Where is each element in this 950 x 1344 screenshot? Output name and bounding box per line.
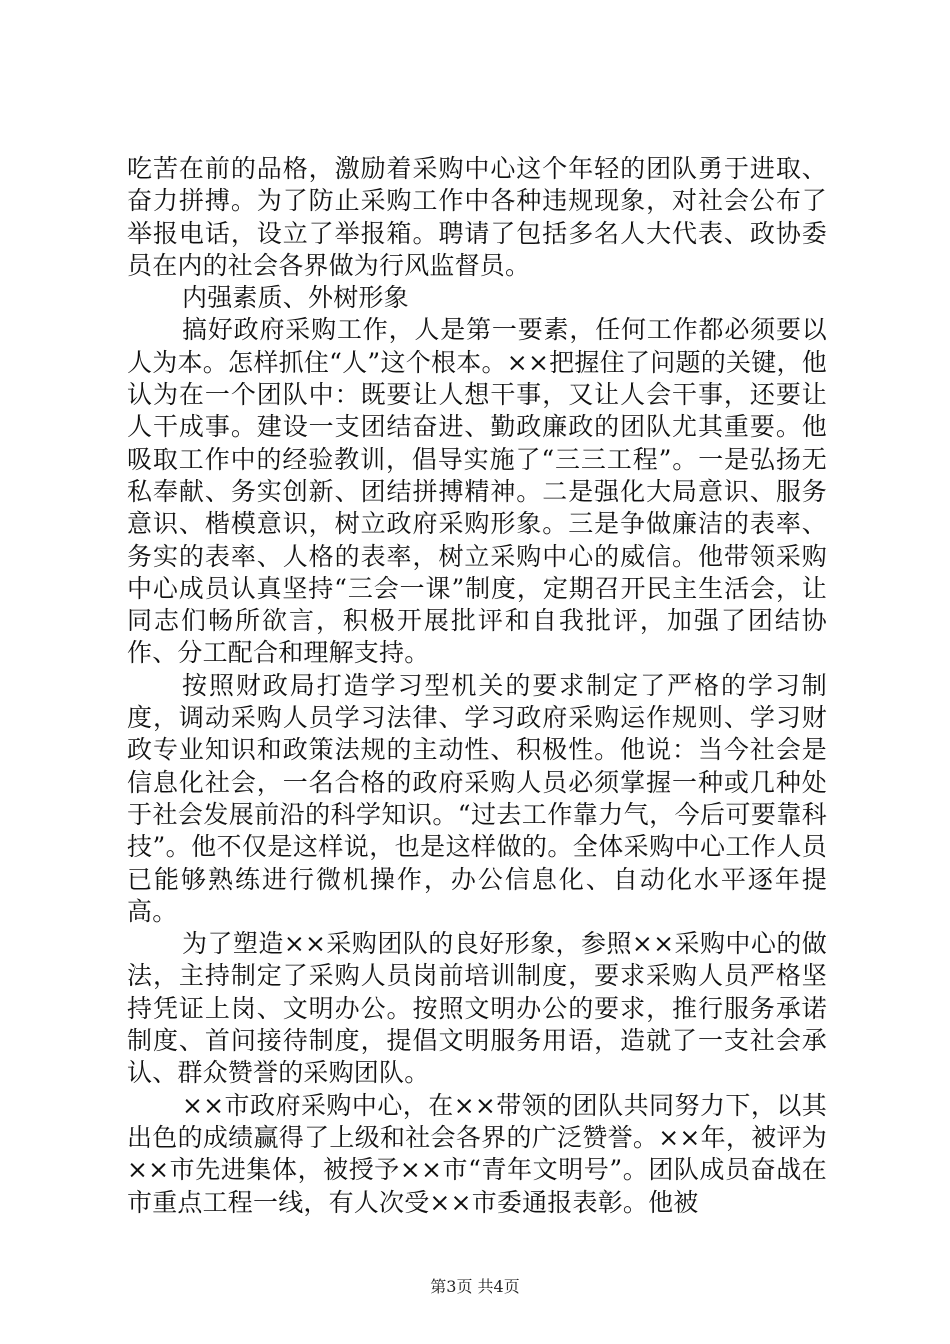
paragraph: 为了塑造××采购团队的良好形象，参照××采购中心的做法，主持制定了采购人员岗前培训制度，要求采购人员严格坚持凭证上岗、文明办公。按照文明办公的要求，推行服务承诺制度、首问接待制度，提倡文明服务用语，造就了一支社会承认、群众赞誉的采购团队。 (127, 929, 827, 1088)
document-body (127, 153, 827, 1219)
page-number-footer: 第3页 共4页 (430, 1277, 520, 1296)
paragraph: 吃苦在前的品格，激励着采购中心这个年轻的团队勇于进取、奋力拼搏。为了防止采购工作中各种违规现象，对社会公布了举报电话，设立了举报箱。聘请了包括多名人大代表、政协委员在内的社会各界做为行风监督员。 (127, 154, 827, 280)
paragraph: 搞好政府采购工作，人是第一要素，任何工作都必须要以人为本。怎样抓住“人”这个根本。××把握住了问题的关键，他认为在一个团队中：既要让人想干事，又让人会干事，还要让人干成事。建设一支团结奋进、勤政廉政的团队尤其重要。他吸取工作中的经验教训，倡导实施了“三三工程”。一是弘扬无私奉献、务实创新、团结拼搏精神。二是强化大局意识、服务意识、楷模意识，树立政府采购形象。三是争做廉洁的表率、务实的表率、人格的表率，树立采购中心的威信。他带领采购中心成员认真坚持“三会一课”制度，定期召开民主生活会，让同志们畅所欲言，积极开展批评和自我批评，加强了团结协作、分工配合和理解支持。 (127, 315, 827, 668)
paragraph: 按照财政局打造学习型机关的要求制定了严格的学习制度，调动采购人员学习法律、学习政府采购运作规则、学习财政专业知识和政策法规的主动性、积极性。他说：当今社会是信息化社会，一名合格的政府采购人员必须掌握一种或几种处于社会发展前沿的科学知识。“过去工作靠力气，今后可要靠科技”。他不仅是这样说，也是这样做的。全体采购中心工作人员已能够熟练进行微机操作，办公信息化、自动化水平逐年提高。 (127, 670, 827, 926)
paragraph: ××市政府采购中心，在××带领的团队共同努力下，以其出色的成绩赢得了上级和社会各界的广泛赞誉。××年，被评为××市先进集体，被授予××市“青年文明号”。团队成员奋战在市重点工程一线，有人次受××市委通报表彰。他被 (127, 1090, 827, 1217)
section-heading: 内强素质、外树形象 (182, 283, 409, 313)
